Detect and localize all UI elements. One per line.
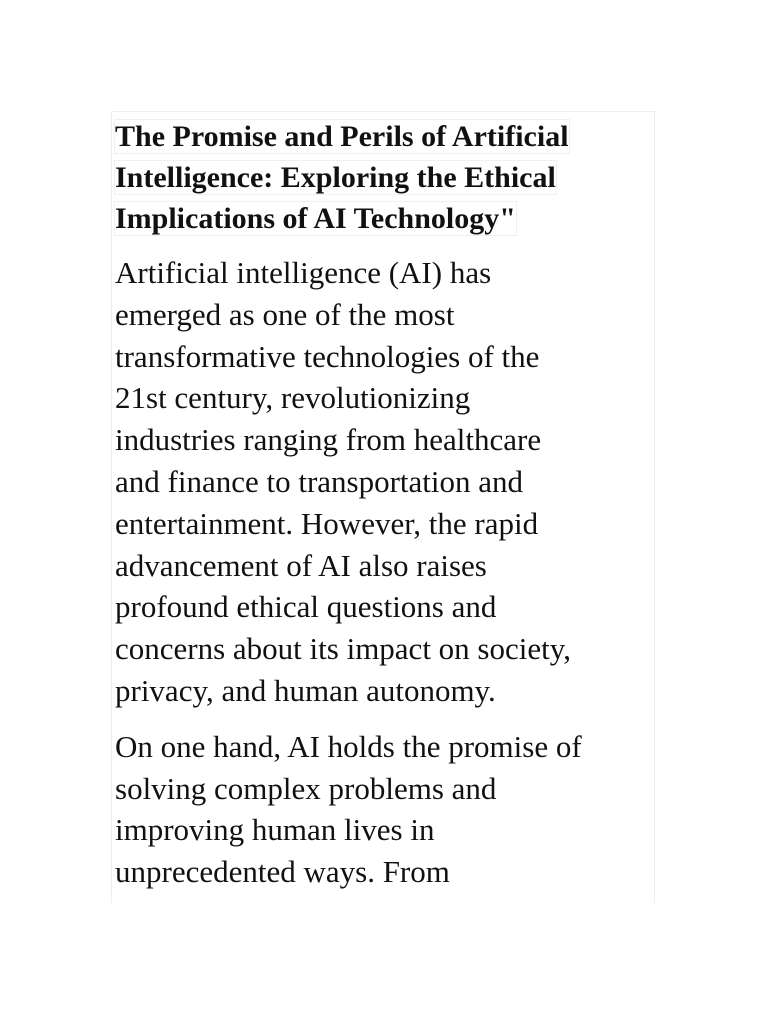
text-line: On one hand, AI holds the promise of bbox=[115, 728, 582, 764]
paragraph-promise bbox=[115, 726, 655, 893]
text-line: profound ethical questions and bbox=[115, 589, 497, 625]
text-line: concerns about its impact on society, bbox=[115, 631, 571, 667]
document-page bbox=[111, 111, 655, 903]
text-line: unprecedented ways. From bbox=[115, 854, 450, 890]
text-line: Artificial intelligence (AI) has bbox=[115, 255, 492, 290]
document-content bbox=[115, 116, 655, 903]
text-line: emerged as one of the most bbox=[115, 296, 455, 332]
text-line: industries ranging from healthcare bbox=[115, 422, 542, 458]
document-title bbox=[115, 116, 655, 239]
text-line: 21st century, revolutionizing bbox=[115, 380, 471, 416]
paragraph-intro bbox=[115, 252, 655, 712]
title-line: Intelligence: Exploring the Ethical bbox=[115, 161, 556, 194]
text-line: advancement of AI also raises bbox=[115, 547, 487, 583]
text-line: and finance to transportation and bbox=[115, 463, 524, 499]
text-line: entertainment. However, the rapid bbox=[115, 505, 539, 541]
text-line: improving human lives in bbox=[115, 812, 435, 848]
title-line: The Promise and Perils of Artificial bbox=[115, 120, 569, 153]
text-line: privacy, and human autonomy. bbox=[115, 672, 496, 708]
text-line: transformative technologies of the bbox=[115, 338, 540, 374]
title-line: Implications of AI Technology" bbox=[115, 202, 516, 235]
text-line: solving complex problems and bbox=[115, 770, 497, 806]
